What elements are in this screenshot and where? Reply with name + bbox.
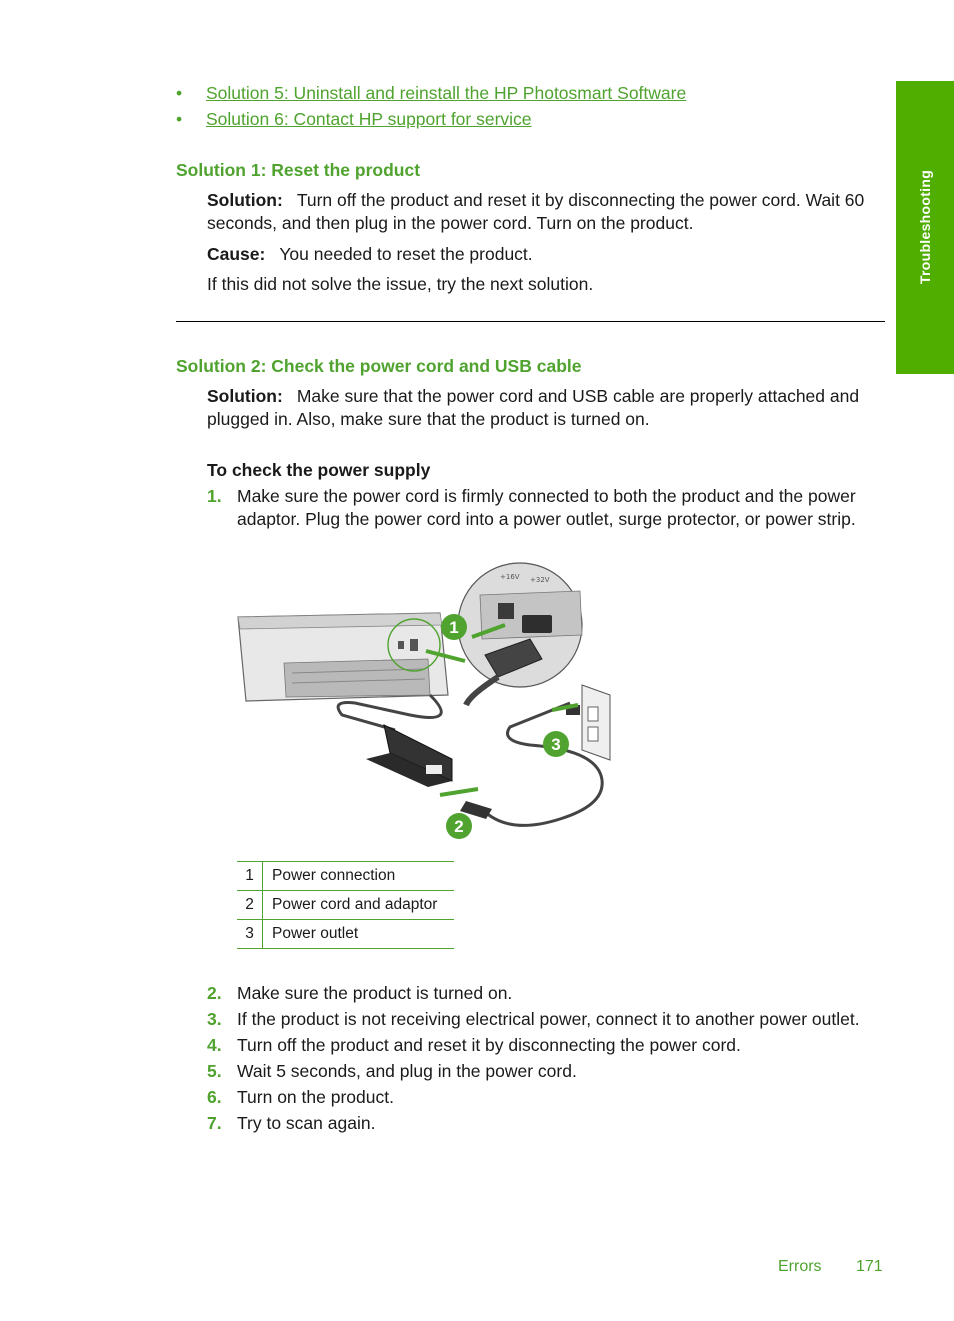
step-text: Make sure the product is turned on. (237, 983, 513, 1003)
side-tab-label: Troubleshooting (917, 169, 933, 285)
wall-outlet (566, 685, 610, 760)
bullet: • (176, 83, 183, 103)
solution-text: Turn off the product and reset it by disconnecting the power cord. Wait 60 seconds, and then plug in the power cord. Turn on the product. (207, 190, 865, 233)
svg-text:1: 1 (449, 618, 459, 637)
procedure-steps-first (207, 485, 887, 531)
legend-label: Power outlet (263, 920, 455, 949)
table-row (237, 891, 454, 920)
list-item (207, 1008, 887, 1031)
solution-text: Make sure that the power cord and USB cable are properly attached and plugged in. Also, make sure that the product is turned on. (207, 386, 860, 429)
port-label: +16V (500, 573, 520, 581)
callout-3 (543, 731, 569, 757)
list-item (207, 982, 887, 1005)
port-label: +32V (530, 576, 550, 584)
printer-illustration (238, 613, 448, 701)
list-item (207, 1060, 887, 1083)
callout-2 (446, 813, 472, 839)
step-text: Turn off the product and reset it by disconnecting the power cord. (237, 1035, 741, 1055)
solution-1-cause (207, 243, 887, 266)
legend-number: 3 (237, 920, 263, 949)
printer-cable (338, 695, 441, 730)
power-connection-illustration (230, 555, 620, 845)
legend-label: Power connection (263, 862, 455, 891)
list-item (176, 106, 686, 132)
procedure-steps-rest (207, 982, 887, 1138)
solution-label: Solution: (207, 190, 283, 210)
footer-section-name: Errors (778, 1258, 822, 1275)
list-item (207, 1086, 887, 1109)
solution-label: Solution: (207, 386, 283, 406)
step-number: 5. (207, 1061, 222, 1081)
related-solutions-list (176, 80, 686, 132)
step-text: If the product is not receiving electrical power, connect it to another power outlet. (237, 1009, 860, 1029)
legend-number: 1 (237, 862, 263, 891)
step-text: Turn on the product. (237, 1087, 394, 1107)
step-text: Make sure the power cord is firmly connected to both the product and the power adaptor. Plug the power cord into a power outlet, surge protector, or power strip. (237, 486, 856, 529)
solution-2-heading: Solution 2: Check the power cord and USB cable (176, 356, 582, 376)
step-number: 6. (207, 1087, 222, 1107)
bullet: • (176, 109, 183, 129)
list-item (207, 485, 887, 531)
cause-text: You needed to reset the product. (279, 244, 533, 264)
solution-6-link[interactable]: Solution 6: Contact HP support for service (206, 109, 532, 129)
table-row (237, 920, 454, 949)
step-number: 3. (207, 1009, 222, 1029)
table-row (237, 862, 454, 891)
section-side-tab (896, 81, 954, 374)
step-text: Try to scan again. (237, 1113, 376, 1133)
list-item (207, 1034, 887, 1057)
procedure-title: To check the power supply (207, 460, 431, 480)
solution-1-heading: Solution 1: Reset the product (176, 160, 421, 180)
svg-text:3: 3 (551, 735, 561, 754)
cause-label: Cause: (207, 244, 266, 264)
legend-number: 2 (237, 891, 263, 920)
step-text: Wait 5 seconds, and plug in the power cord. (237, 1061, 577, 1081)
page-number: 171 (856, 1258, 883, 1275)
list-item (207, 1112, 887, 1135)
callout-1 (441, 614, 467, 640)
solution-2-solution (207, 385, 887, 431)
next-solution-note: If this did not solve the issue, try the next solution. (207, 274, 594, 294)
svg-text:2: 2 (454, 817, 464, 836)
step-number: 1. (207, 486, 222, 506)
legend-label: Power cord and adaptor (263, 891, 455, 920)
step-number: 2. (207, 983, 222, 1003)
figure-legend-table (237, 861, 454, 949)
list-item (176, 80, 686, 106)
step-number: 7. (207, 1113, 222, 1133)
power-adaptor (366, 725, 452, 787)
section-divider (176, 321, 885, 322)
solution-1-solution (207, 189, 887, 235)
solution-5-link[interactable]: Solution 5: Uninstall and reinstall the HP Photosmart Software (206, 83, 687, 103)
step-number: 4. (207, 1035, 222, 1055)
